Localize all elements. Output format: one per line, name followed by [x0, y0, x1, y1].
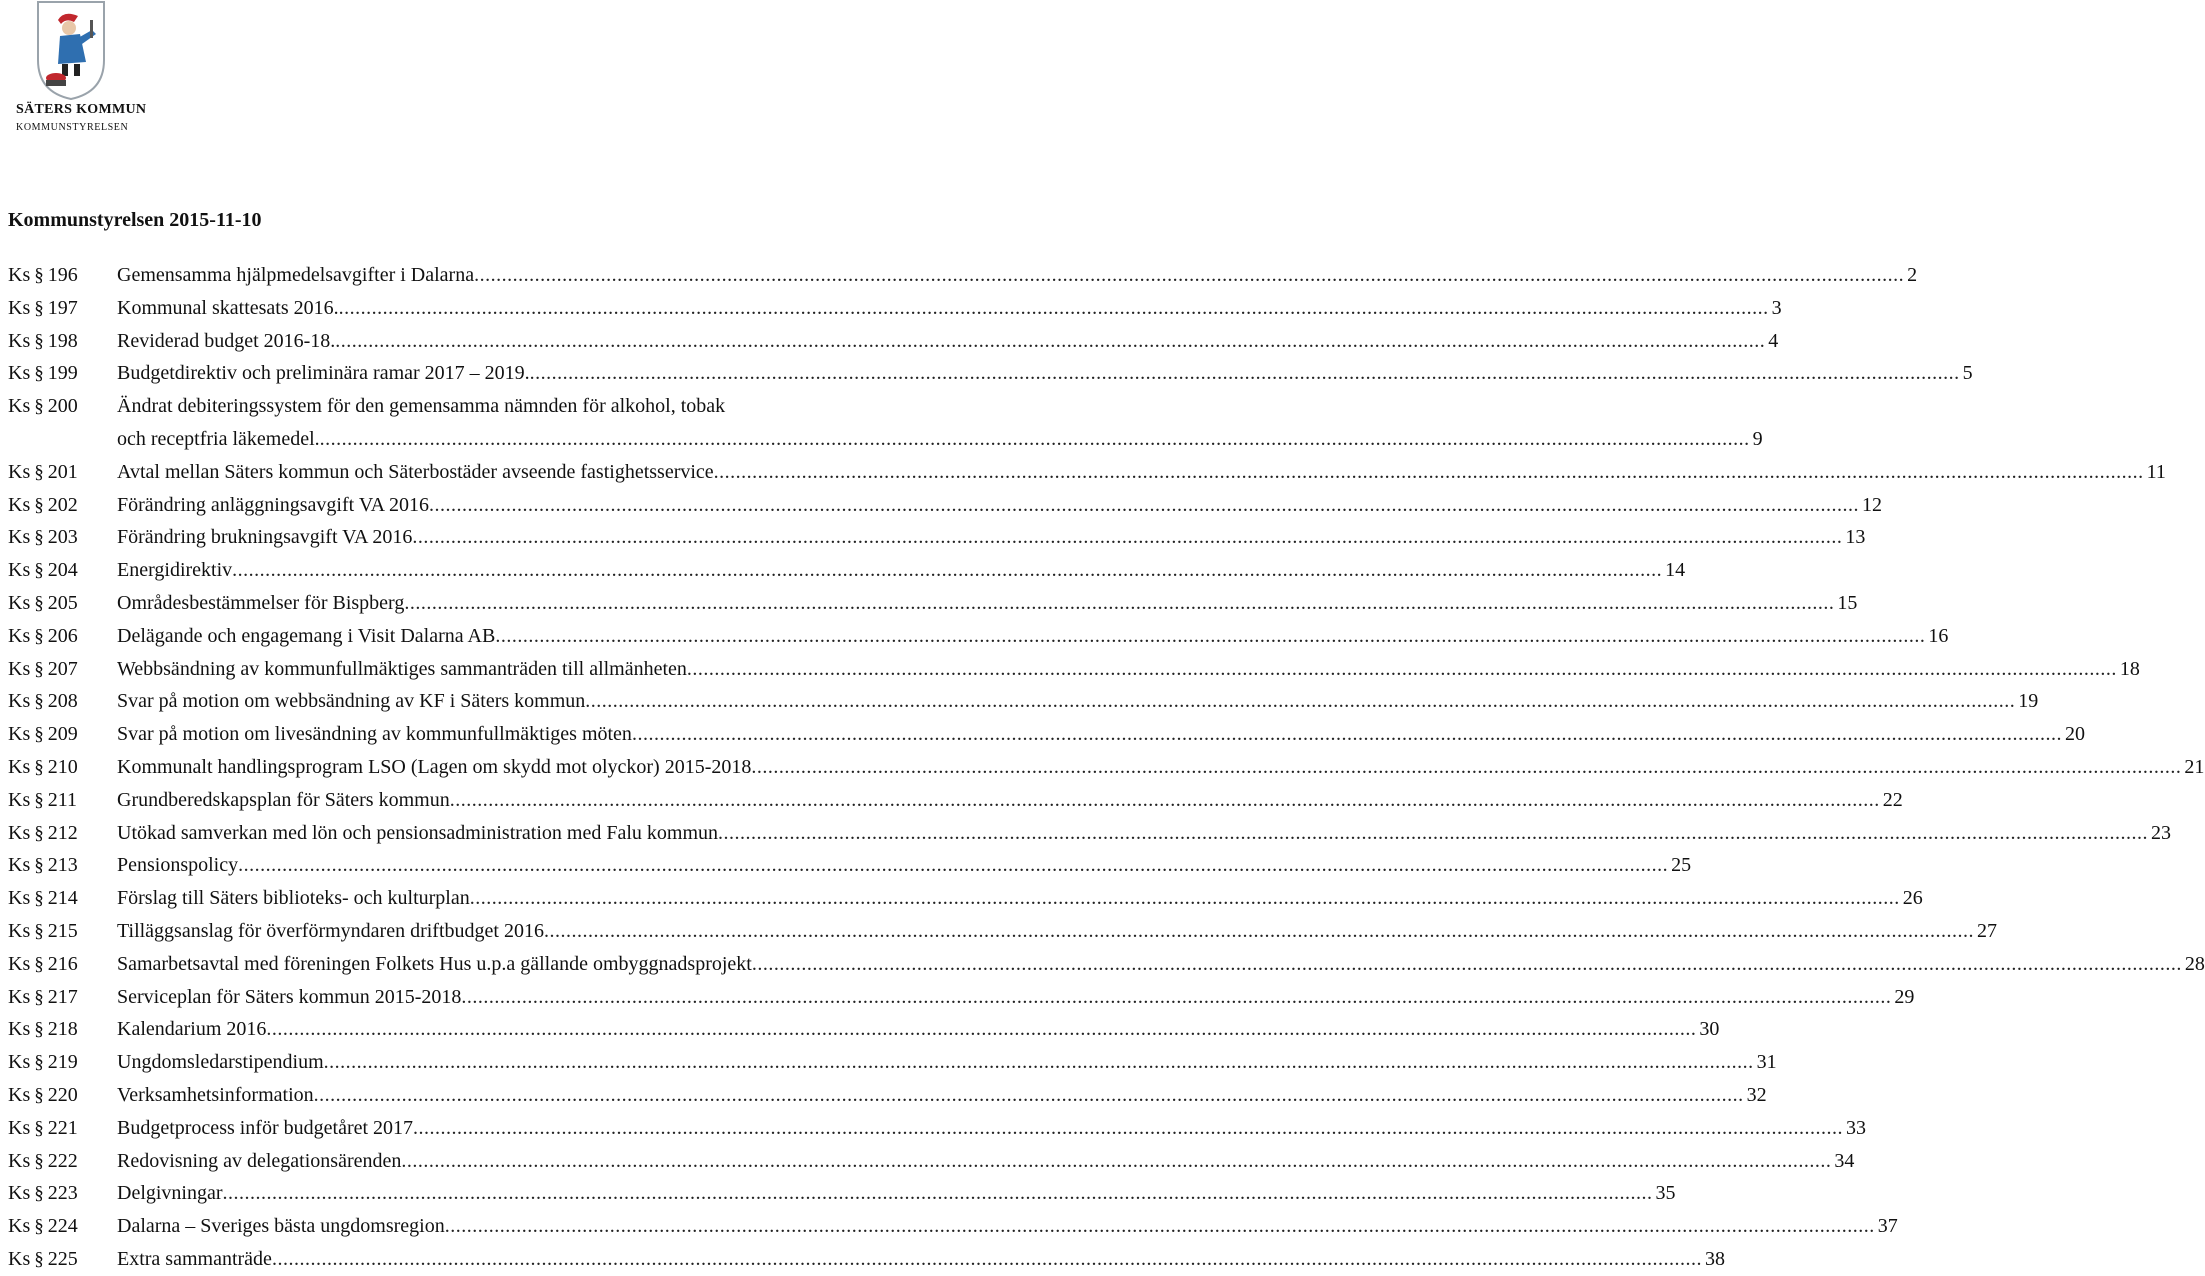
leader-dots: ....................................................................................................................................................................................................................................................................	[232, 559, 1663, 582]
page-number: 9	[1752, 427, 1763, 450]
section-number: Ks § 214	[8, 887, 78, 910]
entry-title: Avtal mellan Säters kommun och Säterbostäder avseende fastighetsservice	[117, 460, 714, 483]
toc-entry[interactable]	[0, 1112, 1867, 1145]
page-number: 33	[1846, 1116, 1867, 1139]
section-number: Ks § 205	[8, 591, 78, 614]
leader-dots: ....................................................................................................................................................................................................................................................................	[323, 1051, 1754, 1074]
entry-title: Tilläggsanslag för överförmyndaren driftbudget 2016	[117, 919, 544, 942]
entry-title: Delgivningar	[117, 1182, 223, 1205]
toc-entry[interactable]	[0, 817, 2172, 850]
toc-entry[interactable]	[0, 915, 1997, 948]
page-number: 13	[1845, 526, 1866, 549]
leader-dots: ....................................................................................................................................................................................................................................................................	[543, 919, 1974, 942]
page-number: 37	[1877, 1215, 1898, 1238]
section-number: Ks § 224	[8, 1215, 78, 1238]
toc-entry[interactable]	[0, 1079, 1767, 1112]
section-number: Ks § 215	[8, 919, 78, 942]
leader-dots: ....................................................................................................................................................................................................................................................................	[404, 591, 1835, 614]
leader-dots: ....................................................................................................................................................................................................................................................................	[449, 788, 1880, 811]
leader-dots: ....................................................................................................................................................................................................................................................................	[495, 624, 1926, 647]
section-number: Ks § 204	[8, 559, 78, 582]
section-number: Ks § 220	[8, 1083, 78, 1106]
page-number: 11	[2146, 460, 2166, 483]
entry-title: Reviderad budget 2016-18.	[117, 329, 336, 352]
section-number: Ks § 219	[8, 1051, 78, 1074]
page-number: 25	[1671, 854, 1692, 877]
toc-entry[interactable]	[0, 784, 1903, 817]
entry-title: Samarbetsavtal med föreningen Folkets Hus u.p.a gällande ombyggnadsprojekt	[117, 952, 752, 975]
toc-entry[interactable]	[0, 882, 1923, 915]
section-number: Ks § 210	[8, 755, 78, 778]
page-number: 21	[2184, 755, 2205, 778]
entry-title: Kalendarium 2016	[117, 1018, 267, 1041]
toc-entry[interactable]	[0, 456, 2166, 489]
toc-entry[interactable]	[0, 849, 1692, 882]
entry-title: Redovisning av delegationsärenden	[117, 1149, 402, 1172]
leader-dots: ....................................................................................................................................................................................................................................................................	[271, 1247, 1702, 1270]
page-number: 22	[1882, 788, 1903, 811]
leader-dots: ....................................................................................................................................................................................................................................................................	[222, 1182, 1653, 1205]
toc-entry[interactable]	[0, 1013, 1720, 1046]
toc-entry[interactable]	[0, 1046, 1777, 1079]
section-number: Ks § 218	[8, 1018, 78, 1041]
section-number: Ks § 196	[8, 264, 78, 286]
entry-title: Ändrat debiteringssystem för den gemensamma nämnden för alkohol, tobak	[117, 395, 726, 418]
leader-dots: ....................................................................................................................................................................................................................................................................	[412, 526, 1843, 549]
entry-title: Grundberedskapsplan för Säters kommun	[117, 788, 450, 811]
leader-dots: ....................................................................................................................................................................................................................................................................	[529, 362, 1960, 385]
toc-entry[interactable]	[0, 1243, 1725, 1276]
section-number: Ks § 197	[8, 296, 78, 319]
page-number: 23	[2151, 821, 2172, 844]
entry-title-continued: och receptfria läkemedel.	[117, 427, 320, 450]
toc-entry[interactable]	[0, 292, 1782, 325]
coat-of-arms-icon	[34, 0, 108, 100]
entry-title: Svar på motion om livesändning av kommunfullmäktiges möten	[117, 723, 632, 746]
toc-entry[interactable]	[0, 981, 1915, 1014]
toc-entry[interactable]	[0, 554, 1686, 587]
toc-entry[interactable]	[0, 390, 1763, 456]
leader-dots: ....................................................................................................................................................................................................................................................................	[338, 296, 1769, 319]
section-number: Ks § 216	[8, 952, 78, 975]
page-number: 31	[1756, 1051, 1777, 1074]
page-number: 20	[2064, 723, 2085, 746]
section-number: Ks § 200	[8, 395, 78, 418]
leader-dots: ....................................................................................................................................................................................................................................................................	[401, 1149, 1832, 1172]
entry-title: Förslag till Säters biblioteks- och kulturplan	[117, 887, 470, 910]
page-number: 35	[1655, 1182, 1676, 1205]
toc-entry[interactable]	[0, 1145, 1855, 1178]
leader-dots: ....................................................................................................................................................................................................................................................................	[335, 329, 1766, 352]
leader-dots: ....................................................................................................................................................................................................................................................................	[713, 460, 2144, 483]
toc-entry[interactable]	[0, 685, 2039, 718]
section-number: Ks § 209	[8, 723, 78, 746]
leader-dots: ....................................................................................................................................................................................................................................................................	[469, 887, 1900, 910]
toc-entry[interactable]	[0, 751, 2205, 784]
toc-entry[interactable]	[0, 653, 2140, 686]
leader-dots: ....................................................................................................................................................................................................................................................................	[429, 493, 1860, 516]
entry-title: Förändring brukningsavgift VA 2016	[117, 526, 413, 549]
section-number: Ks § 225	[8, 1247, 78, 1270]
section-number: Ks § 203	[8, 526, 78, 549]
org-subtitle: KOMMUNSTYRELSEN	[16, 122, 129, 133]
section-number: Ks § 222	[8, 1149, 78, 1172]
table-of-contents	[0, 259, 2205, 1276]
page-number: 32	[1746, 1083, 1767, 1106]
section-number: Ks § 212	[8, 821, 78, 844]
entry-title: Budgetprocess inför budgetåret 2017	[117, 1116, 414, 1139]
entry-title: Serviceplan för Säters kommun 2015-2018	[117, 985, 462, 1008]
toc-entry[interactable]	[0, 325, 1779, 358]
page-number: 30	[1699, 1018, 1720, 1041]
page-number: 5	[1962, 362, 1973, 385]
page-number: 19	[2018, 690, 2039, 713]
section-number: Ks § 217	[8, 985, 78, 1008]
leader-dots: ....................................................................................................................................................................................................................................................................	[238, 854, 1669, 877]
section-number: Ks § 201	[8, 460, 78, 483]
leader-dots: ....................................................................................................................................................................................................................................................................	[444, 1215, 1875, 1238]
entry-title: Utökad samverkan med lön och pensionsadministration med Falu kommun	[117, 821, 719, 844]
toc-entry[interactable]	[0, 521, 1866, 554]
leader-dots: ....................................................................................................................................................................................................................................................................	[631, 723, 2062, 746]
section-number: Ks § 221	[8, 1116, 78, 1139]
section-number: Ks § 208	[8, 690, 78, 713]
entry-title: Kommunal skattesats 2016.	[117, 296, 339, 319]
entry-title: Ungdomsledarstipendium	[117, 1051, 324, 1074]
section-number: Ks § 198	[8, 329, 78, 352]
entry-title: Dalarna – Sveriges bästa ungdomsregion	[117, 1215, 445, 1238]
toc-entry[interactable]	[0, 1210, 1898, 1243]
page-number: 4	[1768, 329, 1779, 352]
leader-dots: ....................................................................................................................................................................................................................................................................	[319, 427, 1750, 450]
toc-entry[interactable]	[0, 718, 2085, 751]
entry-title: Webbsändning av kommunfullmäktiges sammanträden till allmänheten	[117, 657, 687, 680]
section-number: Ks § 202	[8, 493, 78, 516]
section-number: Ks § 223	[8, 1182, 78, 1205]
leader-dots: ....................................................................................................................................................................................................................................................................	[718, 821, 2149, 844]
page-number: 14	[1665, 559, 1686, 582]
leader-dots: ....................................................................................................................................................................................................................................................................	[751, 952, 2182, 975]
page-number: 2	[1907, 264, 1918, 286]
section-number: Ks § 199	[8, 362, 78, 385]
section-number: Ks § 206	[8, 624, 78, 647]
entry-title: Pensionspolicy	[117, 854, 239, 877]
entry-title: Extra sammanträde	[117, 1247, 272, 1270]
document-title: Kommunstyrelsen 2015-11-10	[8, 209, 262, 231]
leader-dots: ....................................................................................................................................................................................................................................................................	[413, 1116, 1844, 1139]
entry-title: Energidirektiv	[117, 559, 233, 582]
page-number: 29	[1894, 985, 1915, 1008]
section-number: Ks § 213	[8, 854, 78, 877]
page-number: 16	[1928, 624, 1949, 647]
leader-dots: ....................................................................................................................................................................................................................................................................	[266, 1018, 1697, 1041]
entry-title: Områdesbestämmelser för Bispberg	[117, 591, 405, 614]
entry-title: Budgetdirektiv och preliminära ramar 2017 – 2019.	[117, 362, 530, 385]
section-number: Ks § 211	[8, 788, 77, 811]
toc-entry[interactable]	[0, 1177, 1676, 1210]
toc-entry[interactable]	[0, 620, 1949, 653]
toc-entry[interactable]	[0, 948, 2205, 981]
page-number: 3	[1771, 296, 1782, 319]
entry-title: Gemensamma hjälpmedelsavgifter i Dalarna	[117, 264, 475, 286]
toc-entry[interactable]	[0, 587, 1858, 620]
section-number: Ks § 207	[8, 657, 78, 680]
entry-title: Verksamhetsinformation	[117, 1083, 314, 1106]
leader-dots: ....................................................................................................................................................................................................................................................................	[474, 264, 1905, 286]
entry-title: Förändring anläggningsavgift VA 2016	[117, 493, 430, 516]
page-number: 15	[1837, 591, 1858, 614]
page-number: 12	[1862, 493, 1883, 516]
page-number: 38	[1704, 1247, 1725, 1270]
entry-title: Kommunalt handlingsprogram LSO (Lagen om skydd mot olyckor) 2015-2018	[117, 755, 752, 778]
municipality-logo	[16, 0, 147, 140]
toc-entry[interactable]	[0, 357, 1973, 390]
entry-title: Svar på motion om webbsändning av KF i Säters kommun	[117, 690, 586, 713]
leader-dots: ....................................................................................................................................................................................................................................................................	[686, 657, 2117, 680]
page-number: 18	[2119, 657, 2140, 680]
leader-dots: ....................................................................................................................................................................................................................................................................	[313, 1083, 1744, 1106]
leader-dots: ....................................................................................................................................................................................................................................................................	[585, 690, 2016, 713]
leader-dots: ....................................................................................................................................................................................................................................................................	[461, 985, 1892, 1008]
entry-title: Delägande och engagemang i Visit Dalarna AB	[117, 624, 496, 647]
page-number: 26	[1902, 887, 1923, 910]
page-number: 34	[1834, 1149, 1855, 1172]
leader-dots: ....................................................................................................................................................................................................................................................................	[751, 755, 2182, 778]
page-number: 27	[1976, 919, 1997, 942]
page-number: 28	[2184, 952, 2205, 975]
toc-entry[interactable]	[0, 489, 1883, 522]
toc-entry[interactable]	[0, 259, 1918, 292]
org-name: SÄTERS KOMMUN	[16, 102, 147, 117]
